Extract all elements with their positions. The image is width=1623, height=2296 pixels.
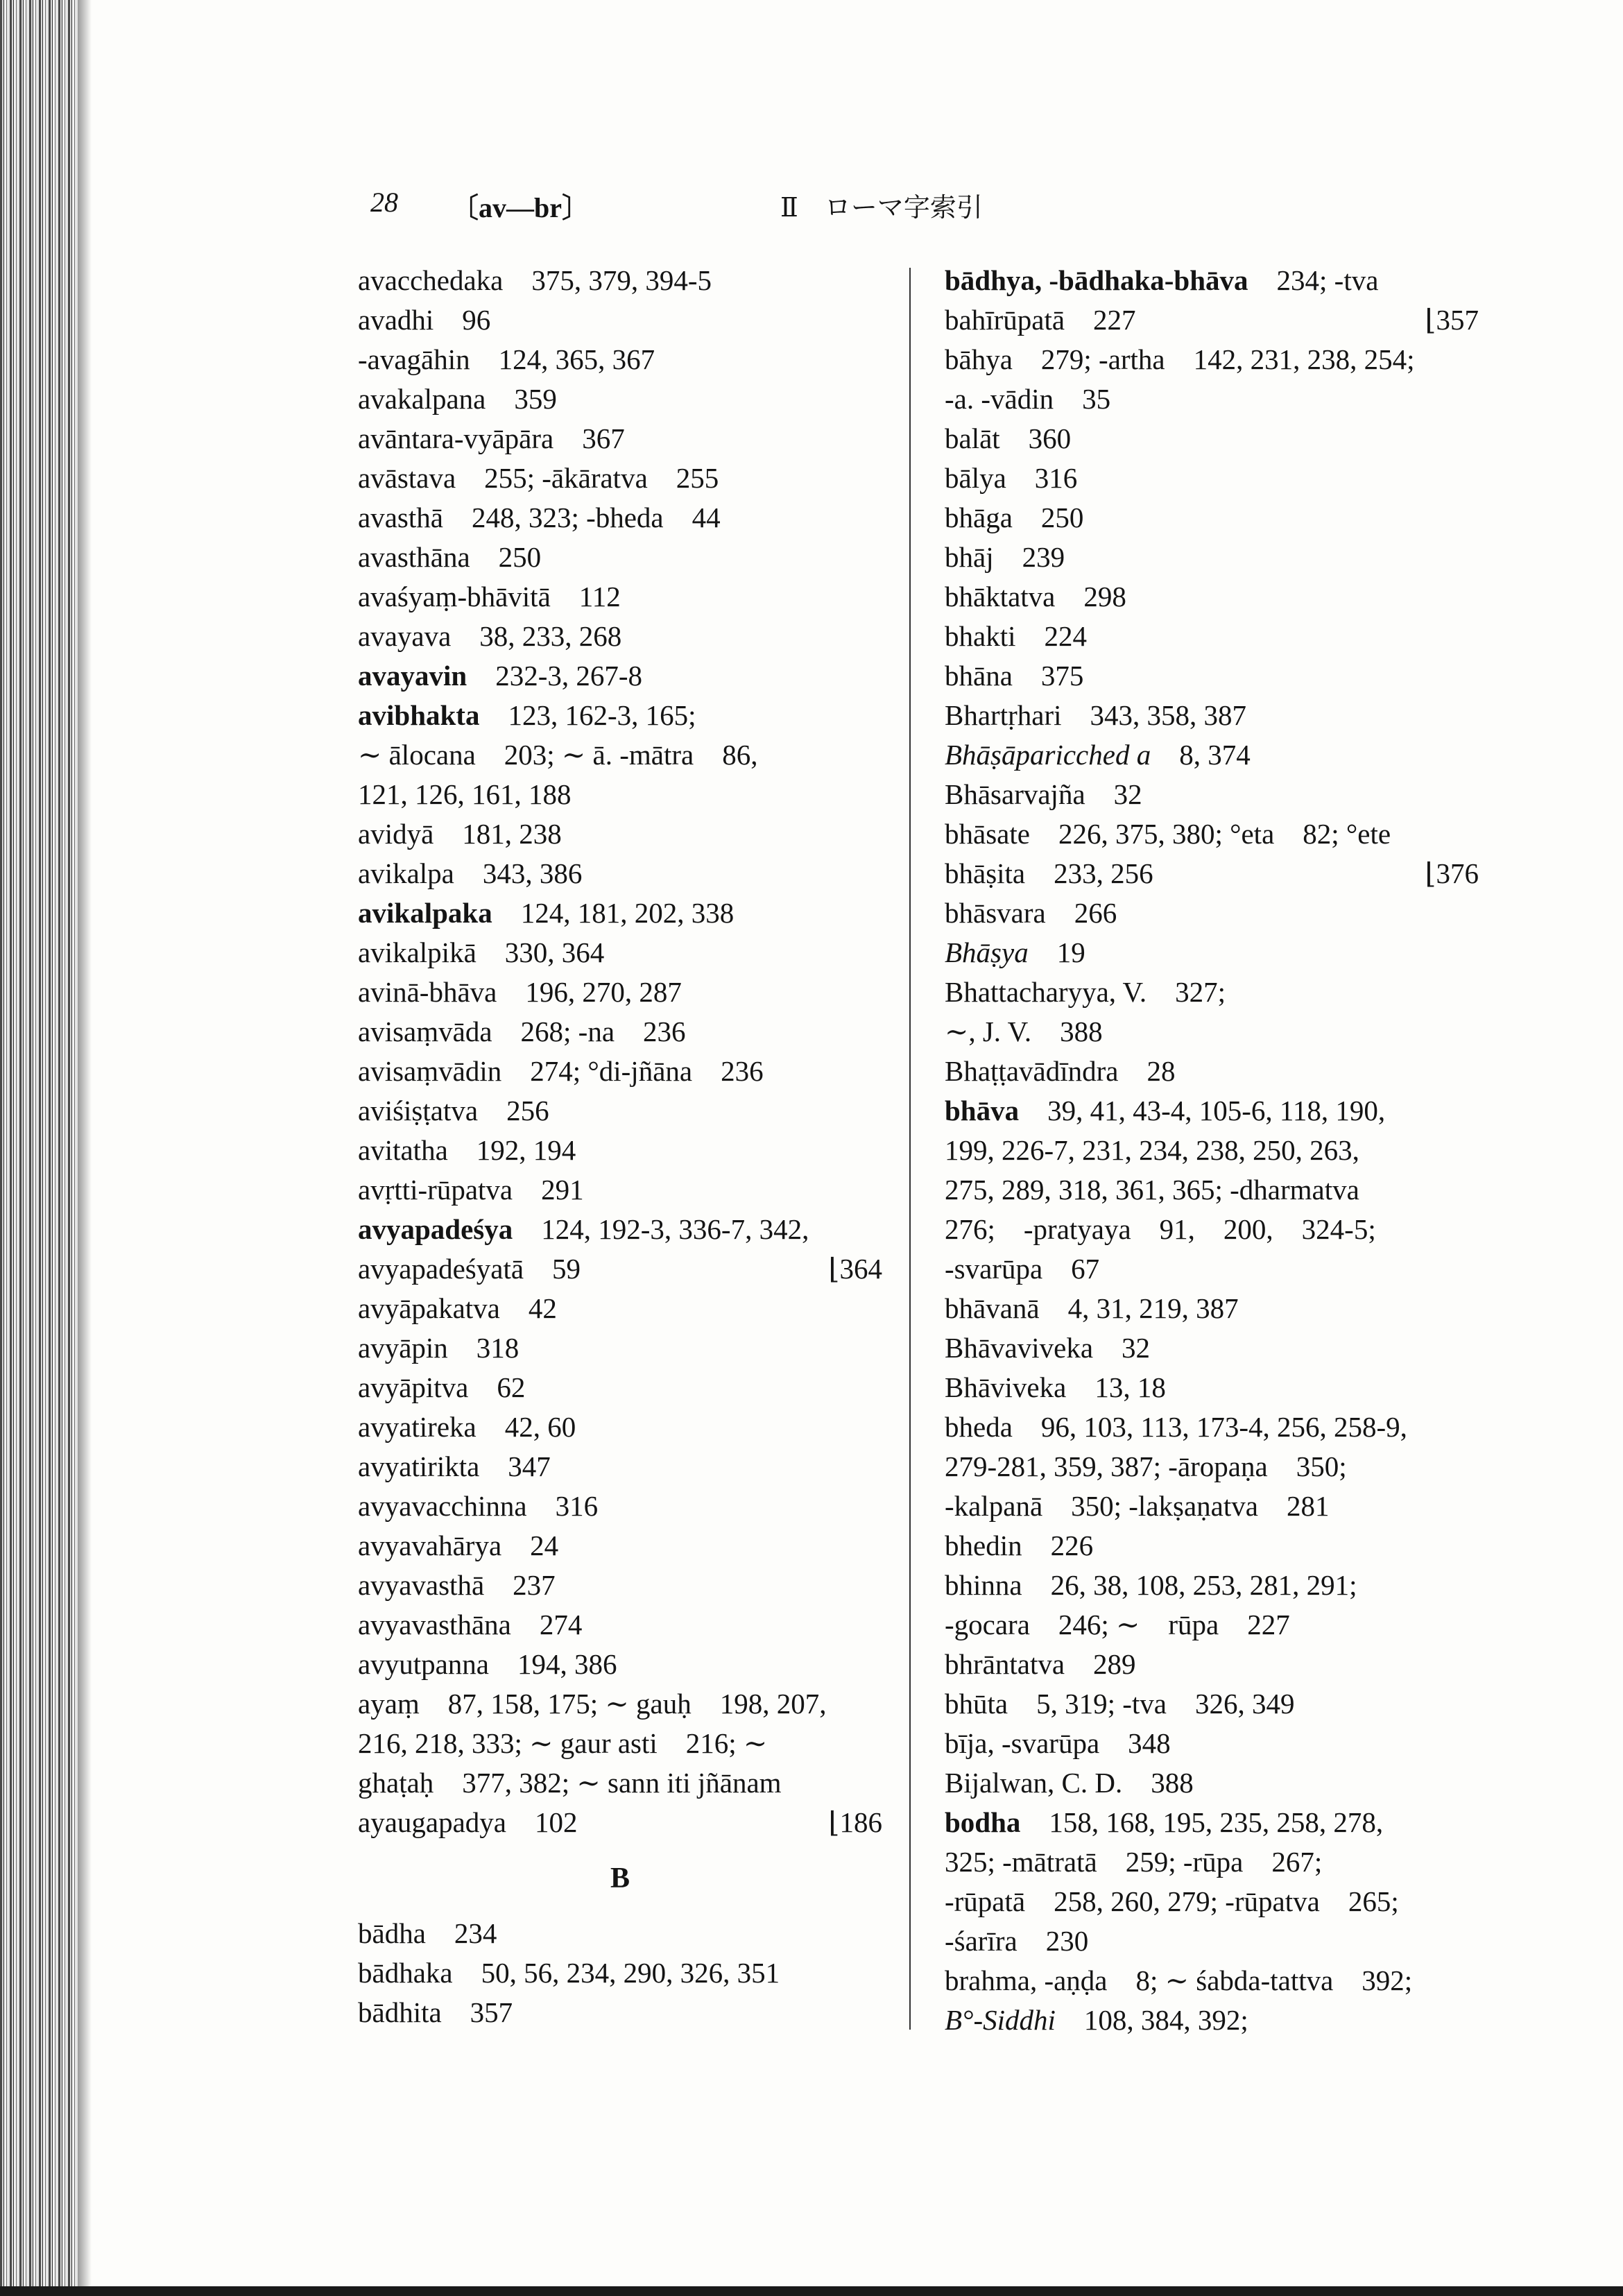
index-entry <box>945 459 1479 498</box>
index-entry <box>358 261 882 300</box>
entry-text: bhāsate 226, 375, 380; °eta 82; °ete <box>945 818 1391 850</box>
chapter-title: Ⅱ ローマ字索引 <box>780 192 983 223</box>
index-entry <box>358 617 882 656</box>
entry-text: Bhartṛhari 343, 358, 387 <box>945 699 1246 731</box>
entry-headword: avayavin <box>358 660 467 692</box>
entry-text: 124, 192-3, 336-7, 342, <box>513 1213 809 1245</box>
index-entry <box>358 538 882 577</box>
entry-text: -rūpatā 258, 260, 279; -rūpatva 265; <box>945 1885 1399 1917</box>
index-entry <box>945 300 1479 340</box>
entry-text: bhinna 26, 38, 108, 253, 281, 291; <box>945 1569 1357 1601</box>
index-entry <box>945 1566 1479 1645</box>
entry-text: -svarūpa 67 <box>945 1253 1100 1285</box>
index-entry <box>358 1803 882 1842</box>
entry-text: -a. -vādin 35 <box>945 383 1111 415</box>
entry-text: balāt 360 <box>945 422 1072 454</box>
index-entry <box>945 1684 1479 1724</box>
index-entry <box>945 973 1479 1052</box>
entry-text: 232-3, 267-8 <box>467 660 643 692</box>
index-entry <box>358 1170 882 1210</box>
entry-text: -śarīra 230 <box>945 1925 1089 1957</box>
index-entry <box>945 498 1479 538</box>
entry-text: bhāsvara 266 <box>945 897 1117 929</box>
entry-text: bhāga 250 <box>945 502 1084 533</box>
entry-text: bhrāntatva 289 <box>945 1648 1136 1680</box>
entry-text: bādhita 357 <box>358 1996 513 2028</box>
entry-text: Bhāviveka 13, 18 <box>945 1371 1166 1403</box>
index-entry <box>945 577 1479 617</box>
entry-text: 279-281, 359, 387; -āropaṇa 350; <box>945 1450 1347 1482</box>
entry-text: 325; -mātratā 259; -rūpa 267; <box>945 1846 1323 1878</box>
entry-headword: Bhāṣāparicched a <box>945 739 1151 771</box>
index-entry <box>358 814 882 854</box>
entry-text: bhedin 226 <box>945 1530 1094 1561</box>
entry-headword: B°-Siddhi <box>945 2004 1056 2036</box>
index-entry <box>945 656 1479 696</box>
index-entry <box>945 538 1479 577</box>
index-entry <box>945 775 1479 814</box>
entry-headword: bādhya, -bādhaka-bhāva <box>945 264 1248 296</box>
index-entry <box>945 893 1479 933</box>
entry-text: avyāpakatva 42 <box>358 1292 557 1324</box>
index-entry <box>358 1645 882 1684</box>
index-entry <box>358 933 882 973</box>
entry-text: 158, 168, 195, 235, 258, 278, <box>1020 1806 1384 1838</box>
index-entry <box>358 1012 882 1052</box>
index-entry <box>358 1210 882 1249</box>
index-entry <box>358 1091 882 1131</box>
entry-text: brahma, -aṇḍa 8; ∼ śabda-tattva 392; <box>945 1964 1413 1996</box>
entry-headword: bodha <box>945 1806 1021 1838</box>
entry-text: bāhya 279; -artha 142, 231, 238, 254; <box>945 343 1415 375</box>
entry-text: avyutpanna 194, 386 <box>358 1648 617 1680</box>
entry-text: avasthāna 250 <box>358 541 542 573</box>
entry-text: -avagāhin 124, 365, 367 <box>358 343 655 375</box>
entry-text: Bhattacharyya, V. 327; <box>945 976 1226 1008</box>
entry-text: bhūta 5, 319; -tva 326, 349 <box>945 1688 1295 1720</box>
index-column-left <box>358 261 882 2032</box>
index-entry <box>945 854 1479 893</box>
entry-headword: bhāva <box>945 1095 1020 1126</box>
index-entry <box>945 1368 1479 1407</box>
scan-binding-shadow <box>78 0 92 2296</box>
index-entry <box>945 340 1479 419</box>
index-entry <box>945 735 1479 775</box>
entry-headword: avibhakta <box>358 699 480 731</box>
index-entry <box>945 1091 1479 1289</box>
index-entry <box>945 933 1479 973</box>
entry-text: avacchedaka 375, 379, 394-5 <box>358 264 712 296</box>
entry-text: bhāṣita 233, 256 <box>945 857 1153 889</box>
entry-text: bādhaka 50, 56, 234, 290, 326, 351 <box>358 1957 780 1989</box>
index-entry <box>358 1605 882 1645</box>
index-entry <box>945 2001 1479 2040</box>
index-entry <box>358 893 882 933</box>
entry-text: avyatireka 42, 60 <box>358 1411 576 1443</box>
entry-text: avyāpin 318 <box>358 1332 519 1364</box>
entry-text: bhāna 375 <box>945 660 1084 692</box>
index-entry <box>358 1368 882 1407</box>
carried-page-ref: ⌊364 <box>828 1253 882 1285</box>
entry-text: bhāvanā 4, 31, 219, 387 <box>945 1292 1239 1324</box>
index-entry <box>945 1724 1479 1763</box>
index-entry <box>358 1249 882 1289</box>
index-entry <box>358 696 882 814</box>
entry-headword: avikalpaka <box>358 897 492 929</box>
entry-text: 234; -tva <box>1248 264 1379 296</box>
entry-text: avayava 38, 233, 268 <box>358 620 622 652</box>
entry-text: Bhāsarvajña 32 <box>945 778 1142 810</box>
entry-text: avasthā 248, 323; -bheda 44 <box>358 502 721 533</box>
index-entry <box>358 419 882 459</box>
index-entry <box>945 617 1479 656</box>
index-entry <box>358 656 882 696</box>
index-entry <box>358 459 882 498</box>
entry-text: ayaṃ 87, 158, 175; ∼ gauḥ 198, 207, <box>358 1688 827 1720</box>
entry-text: 123, 162-3, 165; <box>479 699 696 731</box>
index-entry <box>945 1961 1479 2001</box>
entry-text: Bhāvaviveka 32 <box>945 1332 1151 1364</box>
entry-text: -gocara 246; ∼ rūpa 227 <box>945 1609 1290 1640</box>
entry-text: avyāpitva 62 <box>358 1371 526 1403</box>
entry-text: 108, 384, 392; <box>1055 2004 1248 2036</box>
entry-text: avikalpikā 330, 364 <box>358 936 605 968</box>
entry-text: avyapadeśyatā 59 <box>358 1253 581 1285</box>
entry-text: 19 <box>1028 936 1085 968</box>
index-entry <box>358 1993 882 2032</box>
entry-text: avaśyaṃ-bhāvitā 112 <box>358 581 621 612</box>
entry-text: 199, 226-7, 231, 234, 238, 250, 263, <box>945 1134 1359 1166</box>
entry-text: 39, 41, 43-4, 105-6, 118, 190, <box>1019 1095 1386 1126</box>
index-range: 〔av—br〕 <box>451 192 590 223</box>
entry-text: avisaṃvādin 274; °di-jñāna 236 <box>358 1055 764 1087</box>
entry-text: avyatirikta 347 <box>358 1450 551 1482</box>
index-entry <box>358 1526 882 1566</box>
index-entry <box>945 1645 1479 1684</box>
entry-text: 124, 181, 202, 338 <box>492 897 735 929</box>
index-entry <box>358 498 882 538</box>
index-entry <box>945 261 1479 300</box>
page-number: 28 <box>370 187 398 218</box>
index-entry <box>358 1914 882 1953</box>
index-entry <box>945 696 1479 735</box>
carried-page-ref: ⌊376 <box>1425 857 1479 889</box>
entry-text: aviśiṣṭatva 256 <box>358 1095 549 1126</box>
entry-text: avṛtti-rūpatva 291 <box>358 1174 584 1206</box>
entry-text: bahīrūpatā 227 <box>945 304 1136 336</box>
entry-text: avyavasthā 237 <box>358 1569 556 1601</box>
carried-page-ref: ⌊357 <box>1425 304 1479 336</box>
index-entry <box>945 1803 1479 1961</box>
entry-text: bheda 96, 103, 113, 173-4, 256, 258-9, <box>945 1411 1407 1443</box>
entry-text: bālya 316 <box>945 462 1078 494</box>
entry-text: avadhi 96 <box>358 304 491 336</box>
index-entry <box>358 1953 882 1993</box>
entry-text: avakalpana 359 <box>358 383 557 415</box>
index-entry <box>358 1487 882 1526</box>
index-entry <box>358 1289 882 1328</box>
entry-text: avāstava 255; -ākāratva 255 <box>358 462 719 494</box>
entry-text: -kalpanā 350; -lakṣaṇatva 281 <box>945 1490 1330 1522</box>
index-entry <box>945 1763 1479 1803</box>
index-entry <box>358 1328 882 1368</box>
index-entry <box>945 419 1479 459</box>
index-entry <box>358 1447 882 1487</box>
index-entry <box>358 1131 882 1170</box>
index-entry <box>358 1052 882 1091</box>
index-entry <box>945 1407 1479 1526</box>
index-entry <box>358 1566 882 1605</box>
entry-headword: avyapadeśya <box>358 1213 513 1245</box>
entry-text: 216, 218, 333; ∼ gaur asti 216; ∼ <box>358 1727 768 1759</box>
entry-text: Bhaṭṭavādīndra 28 <box>945 1055 1176 1087</box>
entry-text: avitatha 192, 194 <box>358 1134 576 1166</box>
entry-text: bīja, -svarūpa 348 <box>945 1727 1171 1759</box>
entry-text: bādha 234 <box>358 1917 497 1949</box>
entry-text: avyavasthāna 274 <box>358 1609 583 1640</box>
index-entry <box>945 1052 1479 1091</box>
entry-text: 276; -pratyaya 91, 200, 324-5; <box>945 1213 1376 1245</box>
index-entry <box>358 577 882 617</box>
index-entry <box>945 1526 1479 1566</box>
index-column-right <box>945 261 1479 2040</box>
index-entry <box>358 1684 882 1803</box>
scan-bottom-edge <box>0 2286 1623 2296</box>
entry-text: avidyā 181, 238 <box>358 818 562 850</box>
entry-text: bhāj 239 <box>945 541 1065 573</box>
column-divider <box>909 268 911 2030</box>
index-entry <box>358 1407 882 1447</box>
index-entry <box>358 379 882 419</box>
index-entry <box>945 814 1479 854</box>
entry-text: ghaṭaḥ 377, 382; ∼ sann iti jñānam <box>358 1767 782 1799</box>
index-entry <box>358 300 882 340</box>
entry-text: ayaugapadya 102 <box>358 1806 578 1838</box>
entry-text: avyavahārya 24 <box>358 1530 559 1561</box>
section-letter-heading: B <box>610 1862 630 1894</box>
index-entry <box>945 1289 1479 1328</box>
entry-text: Bijalwan, C. D. 388 <box>945 1767 1194 1799</box>
entry-text: bhakti 224 <box>945 620 1087 652</box>
entry-headword: Bhāṣya <box>945 936 1029 968</box>
entry-text: avinā-bhāva 196, 270, 287 <box>358 976 682 1008</box>
index-entry <box>945 1328 1479 1368</box>
page-header <box>0 186 1623 228</box>
entry-text: ∼, J. V. 388 <box>945 1016 1103 1047</box>
entry-text: avāntara-vyāpāra 367 <box>358 422 625 454</box>
index-entry <box>358 973 882 1012</box>
scan-binding-edge <box>0 0 78 2296</box>
entry-text: avikalpa 343, 386 <box>358 857 583 889</box>
index-entry <box>358 854 882 893</box>
entry-text: bhāktatva 298 <box>945 581 1126 612</box>
entry-text: avyavacchinna 316 <box>358 1490 599 1522</box>
entry-text: avisaṃvāda 268; -na 236 <box>358 1016 686 1047</box>
index-entry <box>358 340 882 379</box>
entry-text: ∼ ālocana 203; ∼ ā. -mātra 86, <box>358 739 758 771</box>
entry-text: 275, 289, 318, 361, 365; -dharmatva <box>945 1174 1359 1206</box>
entry-text: 121, 126, 161, 188 <box>358 778 572 810</box>
carried-page-ref: ⌊186 <box>828 1806 882 1838</box>
entry-text: 8, 374 <box>1151 739 1251 771</box>
